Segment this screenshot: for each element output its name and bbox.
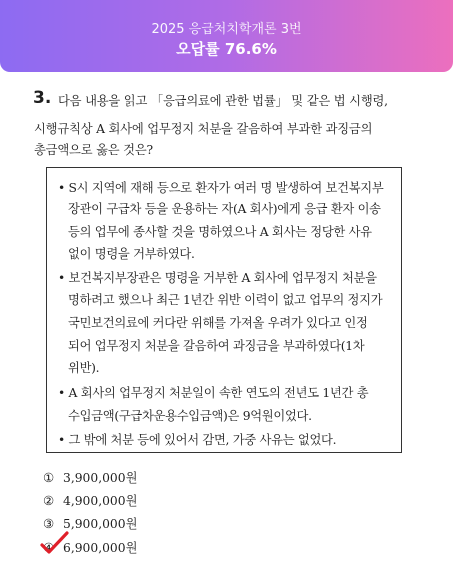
question-text-line: 시행규칙상 A 회사에 업무정지 처분을 갈음하여 부과한 과징금의	[34, 122, 373, 136]
passage-line: 명하려고 했으나 최근 1년간 위반 이력이 없고 업무의 정지가	[68, 293, 383, 307]
header-banner	[0, 0, 453, 72]
passage-line: • S시 지역에 재해 등으로 환자가 여러 명 발생하여 보건복지부	[58, 181, 384, 195]
choice-1[interactable]	[43, 468, 137, 486]
choice-text: 4,900,000원	[63, 494, 138, 508]
choice-3[interactable]	[43, 514, 137, 532]
choice-number: ②	[43, 494, 55, 508]
passage-line: 수입금액(구급차운용수입금액)은 9억원이었다.	[68, 409, 312, 423]
question-text-line: 총금액으로 옳은 것은?	[34, 143, 153, 157]
question-source-label: 2025 응급처치학개론 3번	[151, 22, 302, 37]
answer-checkmark-icon	[40, 531, 70, 557]
passage-line: 등의 업무에 종사할 것을 명하였으나 A 회사는 정당한 사유	[68, 225, 372, 239]
choice-number: ①	[43, 471, 55, 485]
question-text-line: 다음 내용을 읽고 「응급의료에 관한 법률」 및 같은 법 시행령,	[58, 94, 388, 108]
choice-2[interactable]	[43, 491, 137, 509]
wrong-rate-label: 오답률 76.6%	[176, 40, 277, 58]
passage-line: • 보건복지부장관은 명령을 거부한 A 회사에 업무정지 처분을	[58, 271, 377, 285]
question-number: 3.	[33, 88, 52, 108]
choice-text: 3,900,000원	[63, 471, 138, 485]
choice-text: 5,900,000원	[63, 517, 138, 531]
passage-line: • A 회사의 업무정지 처분일이 속한 연도의 전년도 1년간 총	[58, 386, 369, 400]
passage-line: 되어 업무정지 처분을 갈음하여 과징금을 부과하였다(1차	[68, 339, 365, 353]
passage-line: 장관이 구급차 등을 운용하는 자(A 회사)에게 응급 환자 이송	[68, 202, 381, 216]
passage-line: 위반).	[68, 361, 100, 375]
choice-text: 6,900,000원	[63, 541, 138, 555]
passage-line: 없이 명령을 거부하였다.	[68, 247, 195, 261]
choice-number: ④	[43, 541, 55, 555]
passage-line: 국민보건의료에 커다란 위해를 가져올 우려가 있다고 인정	[68, 316, 368, 330]
passage-line: • 그 밖에 처분 등에 있어서 감면, 가중 사유는 없었다.	[58, 433, 337, 447]
choice-number: ③	[43, 517, 55, 531]
